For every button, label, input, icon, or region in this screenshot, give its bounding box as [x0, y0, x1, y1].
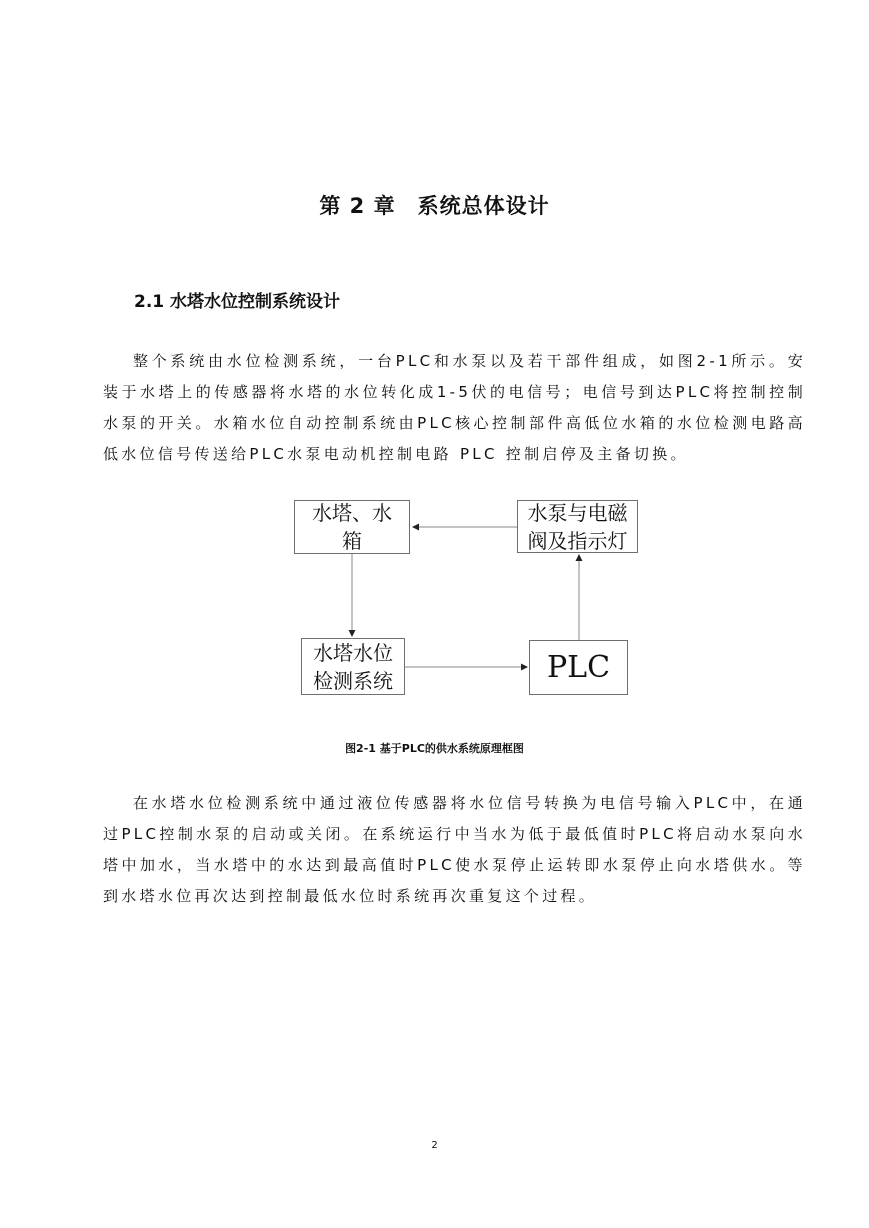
pump-box-line2: 阀及指示灯: [527, 528, 628, 553]
body-paragraph-2: 在水塔水位检测系统中通过液位传感器将水位信号转换为电信号输入PLC中，在通过PLC控制水泵的启动或关闭。在系统运行中当水为低于最低值时PLC将启动水泵向水塔中加水，当水塔中的水达到最高值时PLC使水泵停止运转即水泵停止向水塔供水。等到水塔水位再次达到控制最低水位时系统再次重复这个过程。: [103, 794, 806, 905]
plc-box-label: PLC: [546, 649, 611, 685]
detect-box-line1: 水塔水位: [313, 640, 393, 665]
detect-box: [301, 638, 405, 695]
tower-box-line1: 水塔、水: [312, 501, 392, 525]
section-title: 2.1 水塔水位控制系统设计: [134, 292, 341, 312]
tower-box-line2: 箱: [342, 529, 362, 553]
plc-box: [529, 640, 628, 695]
chapter-title: 第 2 章 系统总体设计: [319, 194, 550, 218]
figure-caption: 图2-1 基于PLC的供水系统原理框图: [345, 742, 524, 755]
page-number: 2: [431, 1140, 438, 1151]
pump-box: [517, 500, 638, 553]
tower-box: [294, 500, 410, 554]
detect-box-line2: 检测系统: [313, 668, 393, 693]
pump-box-line1: 水泵与电磁: [527, 500, 628, 525]
body-paragraph-1: 整个系统由水位检测系统，一台PLC和水泵以及若干部件组成，如图2-1所示。安装于水塔上的传感器将水塔的水位转化成1-5伏的电信号；电信号到达PLC将控制控制水泵的开关。水箱水位自动控制系统由PLC核心控制部件高低位水箱的水位检测电路高低水位信号传送给PLC水泵电动机控制电路 PLC 控制启停及主备切换。: [103, 352, 806, 463]
